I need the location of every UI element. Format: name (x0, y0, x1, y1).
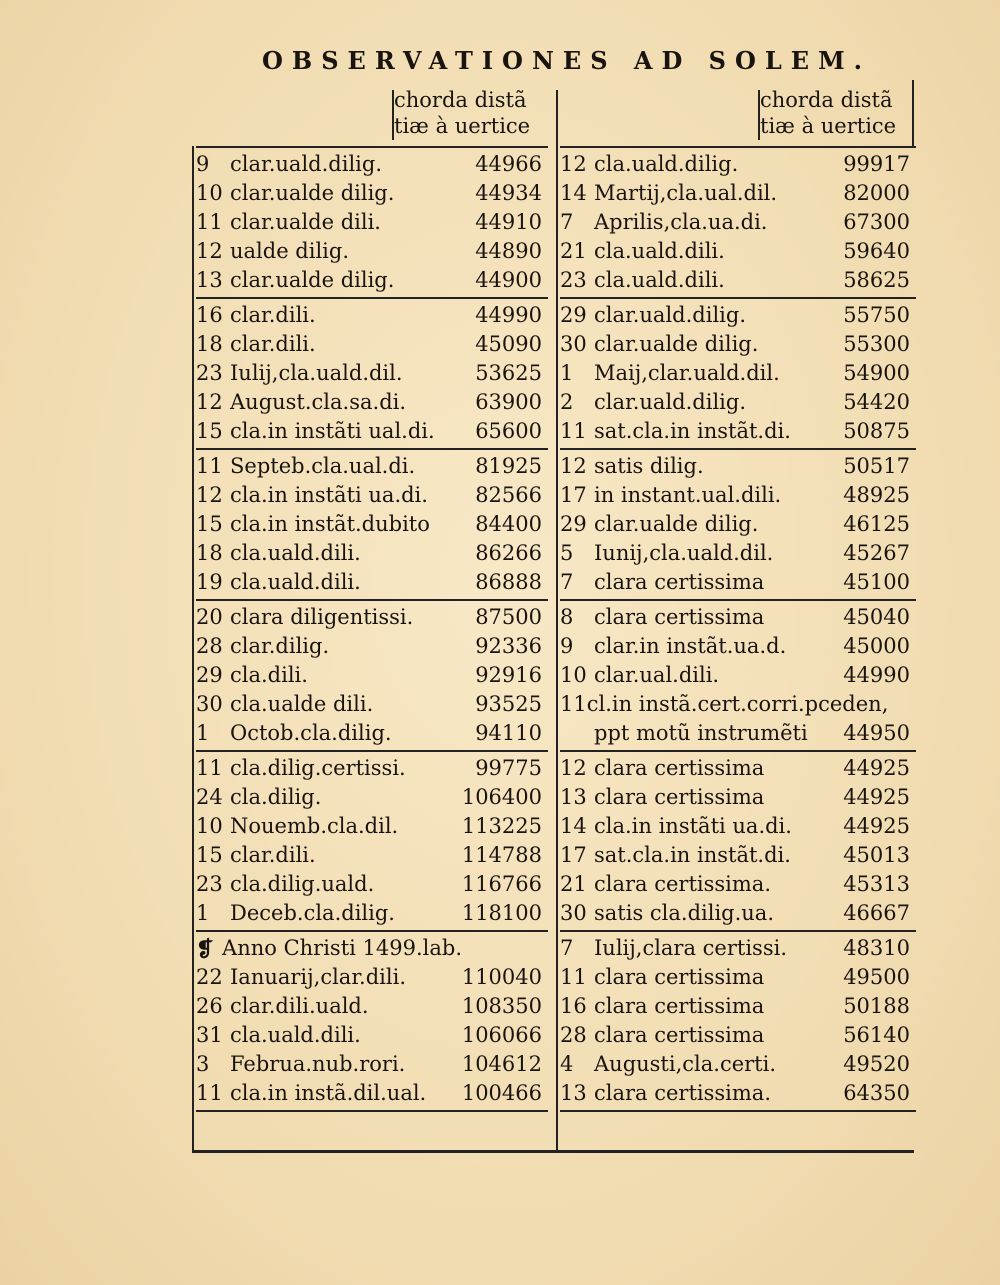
observation-note: cla.dili. (230, 663, 308, 687)
observation-group (196, 932, 548, 1112)
chord-value: 93525 (475, 692, 542, 716)
observation-note: clar.dili. (230, 843, 316, 867)
observation-note: Iulij,cla.uald.dil. (230, 361, 403, 385)
day-number: 17 (560, 843, 587, 867)
observation-row (196, 1021, 548, 1050)
observation-row (196, 934, 548, 963)
day-number: 15 (196, 419, 223, 443)
observation-row (196, 266, 548, 295)
chord-value: 82000 (843, 181, 910, 205)
day-number: 17 (560, 483, 587, 507)
chord-value: 45000 (843, 634, 910, 658)
observation-note: Aprilis,cla.ua.di. (594, 210, 768, 234)
observation-group (560, 299, 916, 450)
chord-value: 50875 (843, 419, 910, 443)
day-number: 8 (560, 605, 574, 629)
observation-row (196, 481, 548, 510)
day-number (560, 719, 594, 748)
observation-row (196, 150, 548, 179)
observation-note: clar.ualde dilig. (594, 512, 759, 536)
observation-row (196, 632, 548, 661)
day-number: 30 (560, 901, 587, 925)
observation-row (196, 179, 548, 208)
observation-note: cla.dilig.uald. (230, 872, 375, 896)
observation-row (560, 330, 916, 359)
observation-row (196, 1050, 548, 1079)
observation-row (196, 812, 548, 841)
observation-row (560, 1079, 916, 1108)
observation-note: clara certissima (594, 756, 765, 780)
observation-row (560, 899, 916, 928)
observation-row (560, 1021, 916, 1050)
chord-value: 64350 (843, 1081, 910, 1105)
observation-row (560, 754, 916, 783)
observation-note: clar.dili.uald. (230, 994, 369, 1018)
observation-note: cla.uald.dili. (230, 570, 361, 594)
chord-value: 44966 (475, 152, 542, 176)
observation-row (560, 179, 916, 208)
observation-row (196, 359, 548, 388)
observation-row (560, 963, 916, 992)
chord-value (462, 934, 548, 963)
observation-note: cl.in instã.cert.corri.pceden, (586, 692, 889, 716)
day-number: 11 (196, 210, 223, 234)
day-number: 13 (560, 1081, 587, 1105)
observation-note: cla.uald.dili. (230, 541, 361, 565)
observation-note: clar.uald.dilig. (594, 390, 746, 414)
chord-value: 100466 (461, 1081, 542, 1105)
observation-note: clar.ualde dili. (230, 210, 381, 234)
chord-value: 54420 (843, 390, 910, 414)
chord-value: 48925 (843, 483, 910, 507)
day-number: 9 (196, 152, 210, 176)
chord-value: 114788 (461, 843, 542, 867)
chord-value: 54900 (843, 361, 910, 385)
observation-note: Octob.cla.dilig. (230, 721, 392, 745)
observation-note: clar.uald.dilig. (230, 152, 382, 176)
observation-row (560, 992, 916, 1021)
observation-row (560, 266, 916, 295)
observation-note: clar.dilig. (230, 634, 330, 658)
chord-value: 116766 (461, 872, 542, 896)
observation-group (560, 148, 916, 299)
observation-row (196, 992, 548, 1021)
observation-note: clara certissima (594, 605, 765, 629)
day-number: 12 (560, 756, 587, 780)
day-number: 11 (196, 1081, 223, 1105)
chord-value: 99917 (843, 152, 910, 176)
left-column (196, 88, 548, 1112)
chord-value: 50517 (843, 454, 910, 478)
chord-value: 44990 (475, 303, 542, 327)
observation-row (560, 632, 916, 661)
chord-value: 106066 (461, 1023, 542, 1047)
day-number: 11 (196, 454, 223, 478)
observation-row (560, 719, 916, 748)
chord-value: 81925 (475, 454, 542, 478)
chord-value: 45313 (843, 872, 910, 896)
chord-value: 86888 (475, 570, 542, 594)
chord-value: 46125 (843, 512, 910, 536)
observation-note: clara certissima. (594, 872, 771, 896)
chord-value: 45100 (843, 570, 910, 594)
observation-row (196, 539, 548, 568)
chord-value: 108350 (461, 994, 542, 1018)
bottom-rule (192, 1150, 914, 1153)
chord-value: 45090 (475, 332, 542, 356)
day-number: 30 (560, 332, 587, 356)
observation-note: Nouemb.cla.dil. (230, 814, 399, 838)
observation-row (560, 452, 916, 481)
running-header: OBSERVATIONES AD SOLEM. (262, 46, 871, 75)
day-number: 19 (196, 570, 223, 594)
chord-value: 84400 (475, 512, 542, 536)
observation-note: sat.cla.in instãt.di. (594, 843, 791, 867)
day-number: 12 (196, 239, 223, 263)
observation-row (560, 237, 916, 266)
day-number: 18 (196, 541, 223, 565)
chord-value: 56140 (843, 1023, 910, 1047)
day-number: 28 (196, 634, 223, 658)
day-number: 21 (560, 872, 587, 896)
observation-row (560, 870, 916, 899)
day-number: 13 (196, 268, 223, 292)
observation-row (196, 301, 548, 330)
observation-row (560, 481, 916, 510)
chord-value: 50188 (843, 994, 910, 1018)
chord-value: 113225 (461, 814, 542, 838)
day-number: 21 (560, 239, 587, 263)
observation-note: cla.uald.dili. (594, 268, 725, 292)
chord-value: 99775 (475, 756, 542, 780)
observation-row (196, 208, 548, 237)
day-number: 23 (196, 361, 223, 385)
day-number: 10 (196, 181, 223, 205)
observation-note: clara certissima (594, 570, 765, 594)
day-number: 23 (196, 872, 223, 896)
chord-value: 58625 (843, 268, 910, 292)
observation-note: clara certissima. (594, 1081, 771, 1105)
chord-value: 118100 (461, 901, 542, 925)
day-number: 29 (560, 303, 587, 327)
chord-value: 44910 (475, 210, 542, 234)
right-column (560, 88, 916, 1112)
day-number: 1 (196, 901, 210, 925)
observation-row (560, 539, 916, 568)
chord-value: 92336 (475, 634, 542, 658)
day-number: 12 (196, 483, 223, 507)
chord-value: 44925 (843, 814, 910, 838)
observation-row (560, 388, 916, 417)
day-number: 1 (560, 361, 574, 385)
observation-note: cla.uald.dili. (230, 1023, 361, 1047)
observation-row (196, 870, 548, 899)
chord-value: 63900 (475, 390, 542, 414)
observation-note: cla.uald.dili. (594, 239, 725, 263)
observation-row (196, 1079, 548, 1108)
chord-value: 94110 (475, 721, 542, 745)
observation-row (560, 934, 916, 963)
observation-note: clara certissima (594, 965, 765, 989)
observation-row (560, 661, 916, 690)
observation-note: August.cla.sa.di. (230, 390, 407, 414)
observation-note: clar.ual.dili. (594, 663, 720, 687)
observation-note: Deceb.cla.dilig. (230, 901, 395, 925)
day-number: 1 (196, 721, 210, 745)
chord-value: 82566 (475, 483, 542, 507)
observation-row (196, 568, 548, 597)
observation-note: Maij,clar.uald.dil. (594, 361, 780, 385)
observation-note: Augusti,cla.certi. (594, 1052, 776, 1076)
observation-note: clar.ualde dilig. (230, 181, 395, 205)
day-number: 11 (560, 965, 587, 989)
observation-note: cla.in instãti ua.di. (230, 483, 428, 507)
day-number: 14 (560, 181, 587, 205)
day-number: 7 (560, 570, 574, 594)
observation-note: Iunij,cla.uald.dil. (594, 541, 774, 565)
observation-row (196, 783, 548, 812)
observation-group (196, 299, 548, 450)
chord-value: 49520 (843, 1052, 910, 1076)
observation-note: clar.in instãt.ua.d. (594, 634, 787, 658)
observation-group (196, 450, 548, 601)
day-number: 30 (196, 692, 223, 716)
middle-rule (556, 90, 558, 1152)
observation-row (560, 690, 916, 719)
day-number: 5 (560, 541, 574, 565)
day-number: 10 (560, 663, 587, 687)
day-number: 15 (196, 512, 223, 536)
chord-value: 67300 (843, 210, 910, 234)
observation-note: Iulij,clara certissi. (594, 936, 787, 960)
day-number: 12 (196, 390, 223, 414)
day-number: 9 (560, 634, 574, 658)
observation-note: ualde dilig. (230, 239, 350, 263)
day-number: 12 (560, 454, 587, 478)
day-number: 3 (196, 1052, 210, 1076)
observation-row (196, 841, 548, 870)
observation-note: Septeb.cla.ual.di. (230, 454, 416, 478)
observation-group (560, 932, 916, 1112)
observation-row (196, 661, 548, 690)
chord-value: 49500 (843, 965, 910, 989)
observation-note: clara certissima (594, 1023, 765, 1047)
column-heading: tiæ à uertice (394, 114, 531, 138)
day-number: 11 (560, 692, 587, 716)
day-number: 24 (196, 785, 223, 809)
observation-row (560, 812, 916, 841)
observation-group (196, 752, 548, 932)
observation-row (196, 330, 548, 359)
column-heading: chorda distã (760, 88, 893, 112)
observation-note: Anno Christi 1499.lab. (222, 936, 462, 960)
chord-value: 55750 (843, 303, 910, 327)
chord-value: 48310 (843, 936, 910, 960)
observation-note: satis cla.dilig.ua. (594, 901, 775, 925)
observation-note: clara diligentissi. (230, 605, 414, 629)
observation-note: clar.ualde dilig. (594, 332, 759, 356)
observation-row (196, 899, 548, 928)
chord-value: 86266 (475, 541, 542, 565)
observation-row (560, 150, 916, 179)
observation-note: Martij,cla.ual.dil. (594, 181, 778, 205)
column-heading: tiæ à uertice (760, 114, 897, 138)
observation-row (196, 754, 548, 783)
day-number: 7 (560, 936, 574, 960)
observation-note: cla.ualde dili. (230, 692, 374, 716)
chord-value: 44925 (843, 785, 910, 809)
day-number: 16 (196, 303, 223, 327)
observation-row (196, 510, 548, 539)
chord-value: 92916 (475, 663, 542, 687)
observation-row (560, 359, 916, 388)
chord-value: 55300 (843, 332, 910, 356)
observation-note: cla.in instãti ual.di. (230, 419, 435, 443)
observation-note: satis dilig. (594, 454, 704, 478)
observation-row (196, 719, 548, 748)
day-number: 15 (196, 843, 223, 867)
left-rule (192, 146, 194, 1152)
chord-value: 44925 (843, 756, 910, 780)
observation-note: clar.ualde dilig. (230, 268, 395, 292)
observation-row (196, 417, 548, 446)
chord-value: 44900 (475, 268, 542, 292)
day-number: 16 (560, 994, 587, 1018)
observation-row (560, 208, 916, 237)
observation-note: cla.in instã.dil.ual. (230, 1081, 427, 1105)
observation-row (196, 237, 548, 266)
left-table-body (196, 148, 548, 1112)
chord-value: 53625 (475, 361, 542, 385)
left-column-header (196, 88, 548, 148)
day-number: 14 (560, 814, 587, 838)
chord-value: 65600 (475, 419, 542, 443)
observation-group (560, 450, 916, 601)
day-number: 22 (196, 965, 223, 989)
observation-row (196, 452, 548, 481)
observation-row (560, 841, 916, 870)
observation-row (196, 963, 548, 992)
observation-note: cla.in instãti ua.di. (594, 814, 792, 838)
observation-note: cla.uald.dilig. (594, 152, 739, 176)
observation-note: cla.in instãt.dubito (230, 512, 430, 536)
observation-note: clar.dili. (230, 303, 316, 327)
observation-row (560, 510, 916, 539)
observation-note: cla.dilig.certissi. (230, 756, 406, 780)
observation-note: sat.cla.in instãt.di. (594, 419, 791, 443)
chord-value: 106400 (461, 785, 542, 809)
chord-value: 110040 (461, 965, 542, 989)
observation-group (560, 601, 916, 752)
column-heading: chorda distã (394, 88, 527, 112)
day-number: 10 (196, 814, 223, 838)
observation-note: Februa.nub.rori. (230, 1052, 406, 1076)
day-number: 11 (196, 756, 223, 780)
day-number: 20 (196, 605, 223, 629)
day-number: 28 (560, 1023, 587, 1047)
observation-row (560, 603, 916, 632)
observation-row (196, 388, 548, 417)
chord-value (888, 690, 974, 719)
chord-value: 45013 (843, 843, 910, 867)
observation-note: clara certissima (594, 994, 765, 1018)
chord-value: 104612 (461, 1052, 542, 1076)
day-number: 2 (560, 390, 574, 414)
chord-value: 45267 (843, 541, 910, 565)
observation-note: in instant.ual.dili. (594, 483, 782, 507)
day-number: 11 (560, 419, 587, 443)
day-number: 18 (196, 332, 223, 356)
observation-group (560, 752, 916, 932)
right-column-header (560, 88, 916, 148)
observation-note: clar.uald.dilig. (594, 303, 746, 327)
observation-note: clara certissima (594, 785, 765, 809)
day-number: 13 (560, 785, 587, 809)
chord-value: 46667 (843, 901, 910, 925)
chord-value: 87500 (475, 605, 542, 629)
observation-note: cla.dilig. (230, 785, 322, 809)
day-number: 4 (560, 1052, 574, 1076)
day-number: 29 (196, 663, 223, 687)
chord-value: 45040 (843, 605, 910, 629)
observation-row (560, 301, 916, 330)
chord-value: 44934 (475, 181, 542, 205)
chord-value: 44950 (843, 721, 910, 745)
observation-note: clar.dili. (230, 332, 316, 356)
observation-group (196, 148, 548, 299)
day-number: 7 (560, 210, 574, 234)
day-number: 26 (196, 994, 223, 1018)
observation-row (560, 1050, 916, 1079)
day-number: 23 (560, 268, 587, 292)
right-table-body (560, 148, 916, 1112)
observation-note: Ianuarij,clar.dili. (230, 965, 406, 989)
day-number: 31 (196, 1023, 223, 1047)
day-number: 29 (560, 512, 587, 536)
day-number: 12 (560, 152, 587, 176)
chord-value: 59640 (843, 239, 910, 263)
observation-group (196, 601, 548, 752)
observation-row (196, 690, 548, 719)
observation-row (560, 568, 916, 597)
observation-note: ppt motũ instrumẽti (594, 721, 808, 745)
chord-value: 44990 (843, 663, 910, 687)
day-number: ❡ (196, 936, 214, 961)
chord-value: 44890 (475, 239, 542, 263)
observation-row (560, 783, 916, 812)
observation-row (196, 603, 548, 632)
observation-row (560, 417, 916, 446)
